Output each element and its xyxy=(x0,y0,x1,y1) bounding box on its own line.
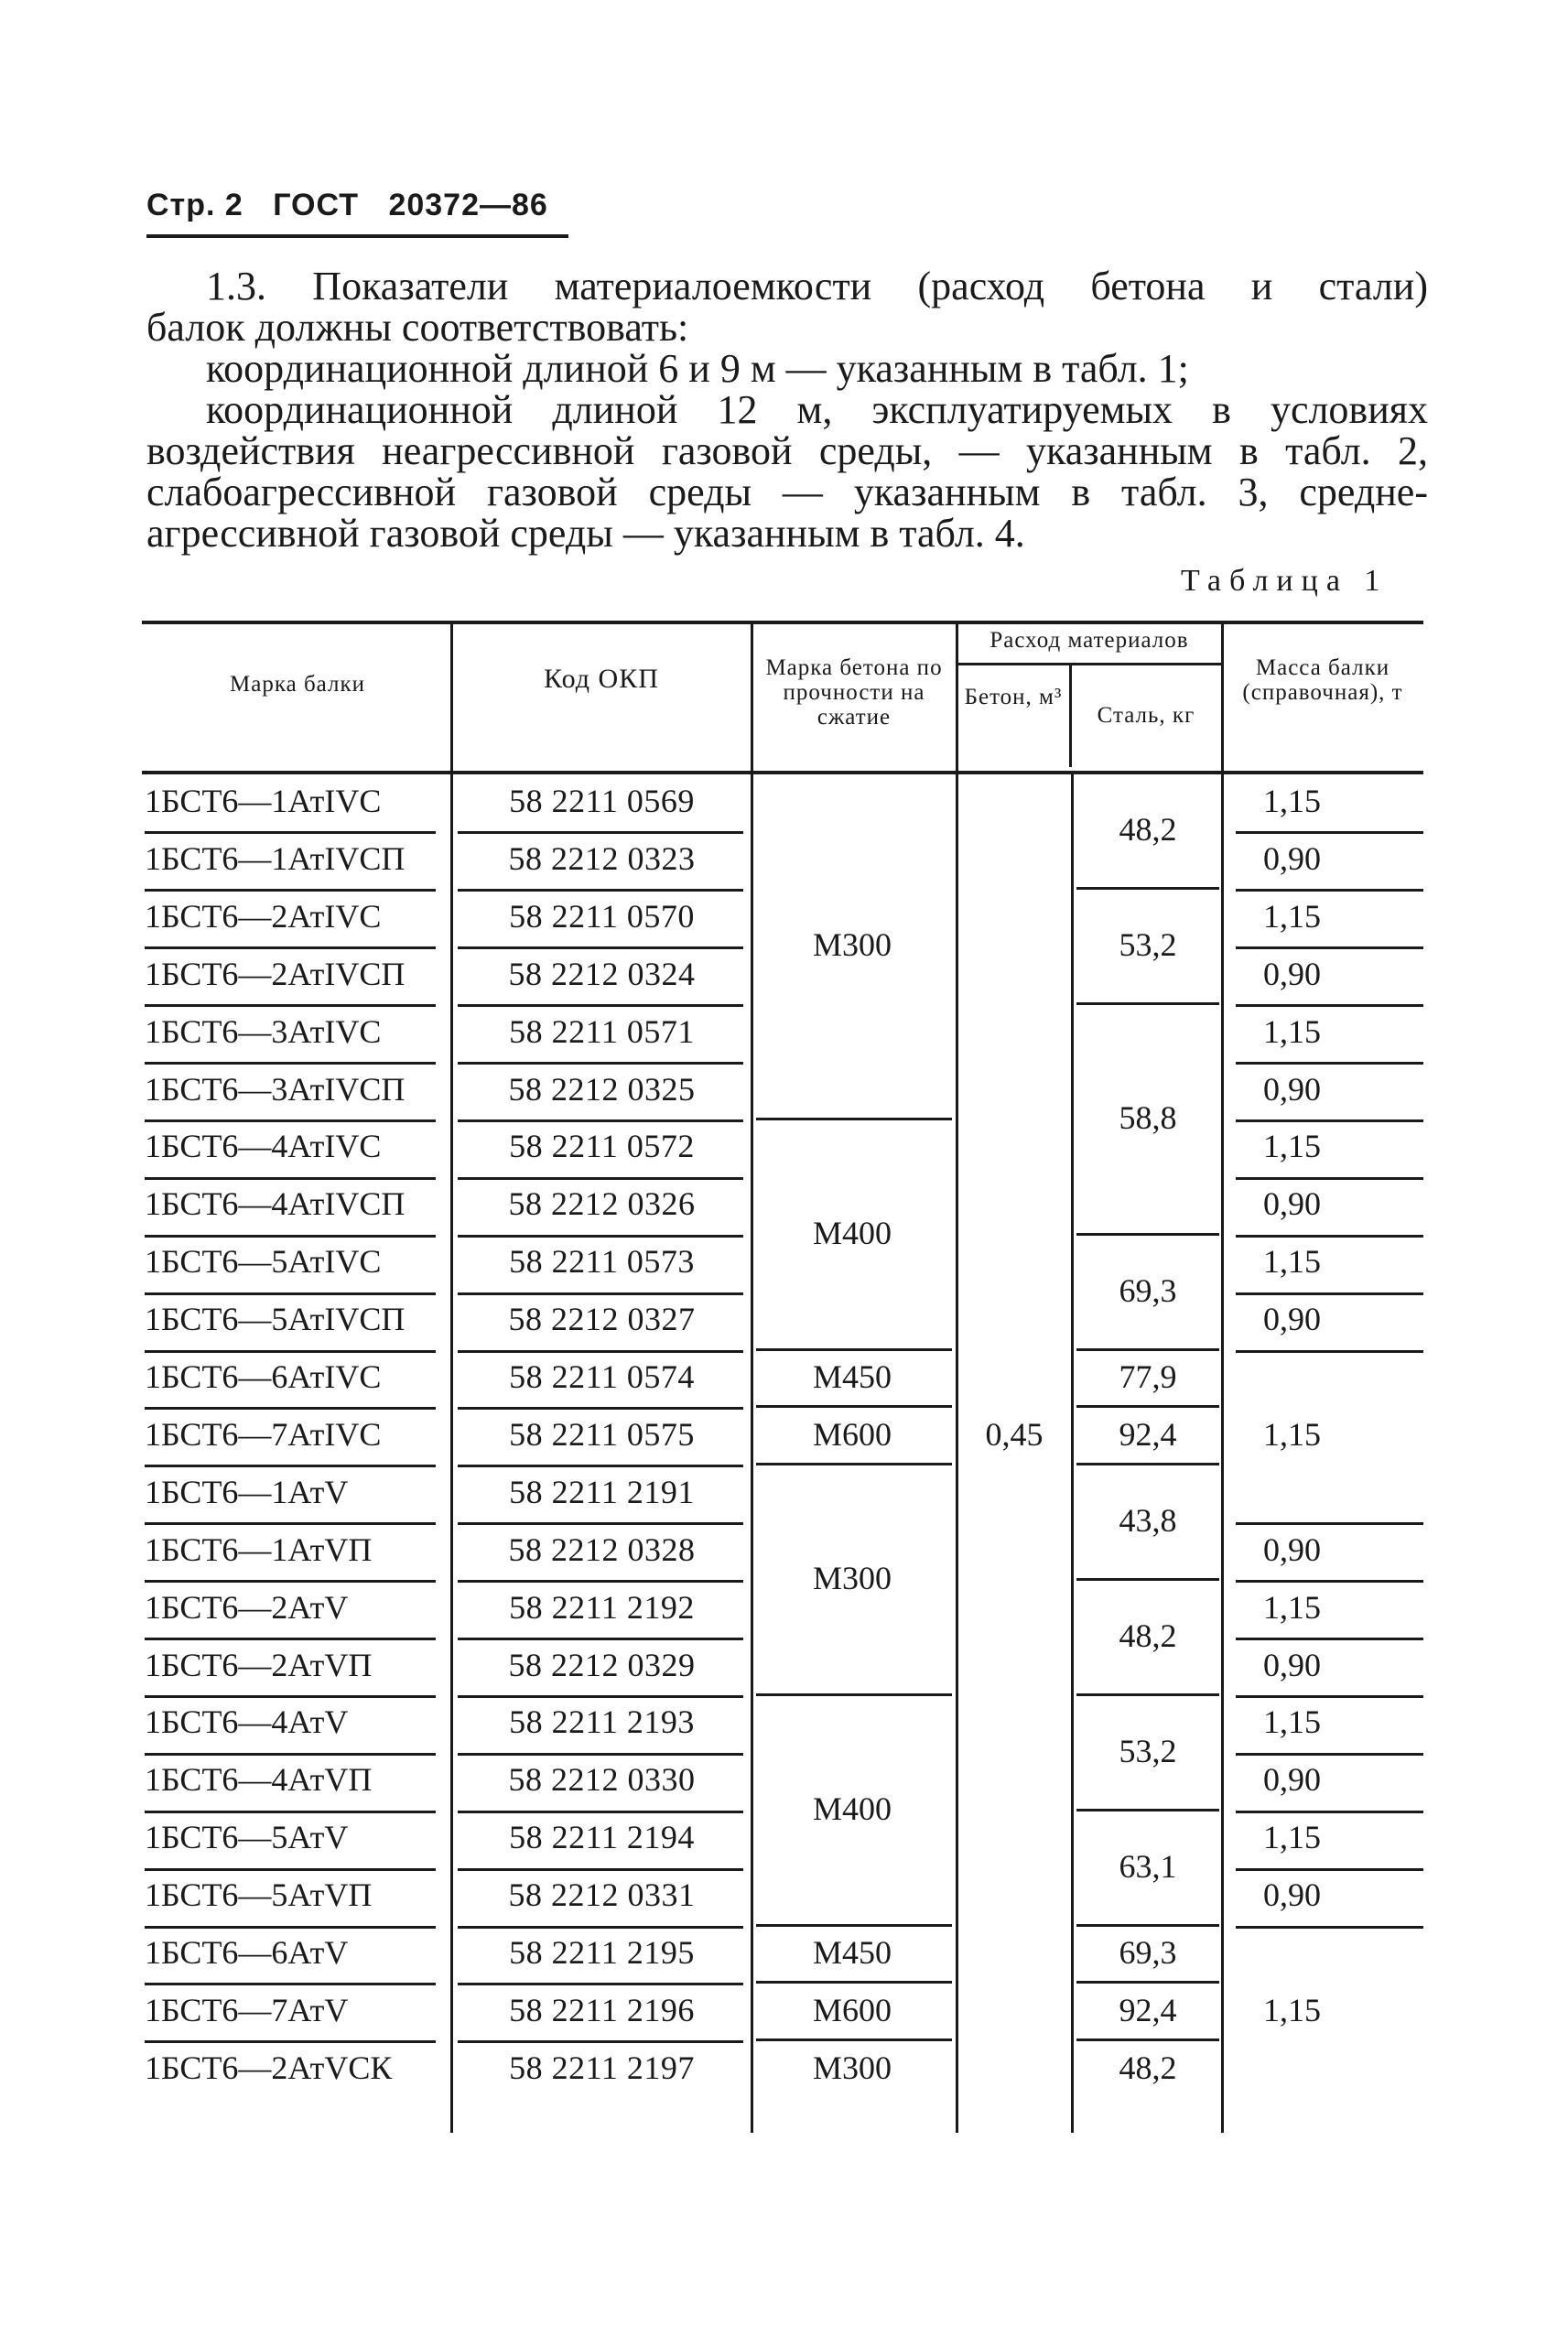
intro-line: балок должны соответствовать: xyxy=(146,305,689,350)
steel-consumption-cell: 53,2 xyxy=(1119,926,1177,964)
row-rule xyxy=(458,1638,743,1640)
beam-mark-cell: 1БСТ6—6АтV xyxy=(145,1934,349,1971)
group-rule xyxy=(1076,1981,1219,1984)
header-steel: Сталь, кг xyxy=(1097,703,1195,728)
beam-mass-cell: 0,90 xyxy=(1263,1301,1321,1338)
row-rule xyxy=(145,1695,436,1698)
steel-consumption-cell: 69,3 xyxy=(1119,1271,1177,1309)
row-rule xyxy=(458,1753,743,1756)
row-rule xyxy=(458,1695,743,1698)
group-rule xyxy=(1236,1004,1423,1007)
row-rule xyxy=(458,1177,743,1180)
header-subrule xyxy=(957,663,1221,665)
steel-consumption-cell: 53,2 xyxy=(1119,1732,1177,1769)
okp-code-cell: 58 2211 2191 xyxy=(509,1473,695,1510)
intro-line: координационной длиной 12 м, эксплуатируемых в условиях xyxy=(206,387,1428,432)
beam-mass-cell: 1,15 xyxy=(1263,1243,1321,1281)
concrete-grade-cell: М300 xyxy=(812,926,892,964)
beam-mark-cell: 1БСТ6—3АтIVСП xyxy=(145,1070,406,1108)
beam-mark-cell: 1БСТ6—5АтIVСП xyxy=(145,1301,406,1338)
header-concrete-grade: Марка бетона по прочности на сжатие xyxy=(765,655,943,730)
row-rule xyxy=(458,1407,743,1410)
steel-consumption-cell: 63,1 xyxy=(1119,1847,1177,1885)
row-rule xyxy=(145,1004,436,1007)
group-rule xyxy=(1236,1119,1423,1122)
concrete-grade-cell: М450 xyxy=(812,1358,892,1395)
group-rule xyxy=(1236,946,1423,949)
group-rule xyxy=(1236,831,1423,834)
table-caption: Таблица 1 xyxy=(1181,564,1389,598)
column-divider xyxy=(1069,665,1072,767)
beam-mark-cell: 1БСТ6—1АтIVСП xyxy=(145,839,406,877)
column-divider xyxy=(956,624,958,2133)
row-rule xyxy=(145,1926,436,1929)
okp-code-cell: 58 2212 0326 xyxy=(508,1185,696,1223)
beam-mark-cell: 1БСТ6—2АтIVСП xyxy=(145,955,406,992)
okp-code-cell: 58 2212 0325 xyxy=(508,1070,696,1108)
row-rule xyxy=(145,1119,436,1122)
concrete-grade-cell: М300 xyxy=(812,2049,892,2086)
okp-code-cell: 58 2211 0570 xyxy=(509,897,695,935)
okp-code-cell: 58 2212 0329 xyxy=(508,1646,696,1683)
okp-code-cell: 58 2211 0572 xyxy=(509,1128,695,1165)
row-rule xyxy=(145,1753,436,1756)
beam-mark-cell: 1БСТ6—1АтVП xyxy=(145,1530,373,1568)
row-rule xyxy=(458,1522,743,1525)
row-rule xyxy=(145,1522,436,1525)
group-rule xyxy=(1236,1638,1423,1640)
row-rule xyxy=(145,1983,436,1985)
beam-mass-cell: 1,15 xyxy=(1263,1128,1321,1165)
group-rule xyxy=(756,1924,952,1927)
okp-code-cell: 58 2212 0323 xyxy=(508,839,696,877)
okp-code-cell: 58 2211 0569 xyxy=(509,783,695,819)
table-header-bottom-rule xyxy=(142,771,1423,774)
row-rule xyxy=(458,946,743,949)
beam-mark-cell: 1БСТ6—1АтV xyxy=(145,1473,349,1510)
beam-mass-cell: 1,15 xyxy=(1263,1991,1321,2028)
row-rule xyxy=(145,1350,436,1353)
group-rule xyxy=(1076,1924,1219,1927)
beam-mark-cell: 1БСТ6—4АтIVСП xyxy=(145,1185,406,1223)
beam-mass-cell: 0,90 xyxy=(1263,1185,1321,1223)
header-code: Код ОКП xyxy=(544,664,659,694)
column-divider xyxy=(751,624,753,2133)
table-top-rule xyxy=(142,621,1423,624)
intro-line: 1.3. Показатели материалоемкости (расход бетона и стали) xyxy=(206,264,1428,308)
row-rule xyxy=(145,2040,436,2043)
okp-code-cell: 58 2212 0330 xyxy=(508,1761,696,1799)
standard-label: ГОСТ xyxy=(273,188,359,222)
okp-code-cell: 58 2211 0573 xyxy=(509,1243,695,1281)
beam-mark-cell: 1БСТ6—4АтVП xyxy=(145,1761,373,1799)
beam-mark-cell: 1БСТ6—4АтV xyxy=(145,1703,349,1741)
okp-code-cell: 58 2211 2197 xyxy=(509,2049,695,2086)
beam-mark-cell: 1БСТ6—5АтIVС xyxy=(145,1243,382,1281)
group-rule xyxy=(1076,1233,1219,1236)
row-rule xyxy=(145,1407,436,1410)
row-rule xyxy=(458,1465,743,1467)
intro-line: агрессивной газовой среды — указанным в табл. 4. xyxy=(146,511,1025,556)
row-rule xyxy=(145,1177,436,1180)
group-rule xyxy=(756,1693,952,1696)
row-rule xyxy=(458,1811,743,1813)
okp-code-cell: 58 2211 2193 xyxy=(509,1703,695,1741)
beam-mark-cell: 1БСТ6—4АтIVС xyxy=(145,1128,382,1165)
beam-mark-cell: 1БСТ6—5АтVП xyxy=(145,1876,373,1914)
steel-consumption-cell: 69,3 xyxy=(1119,1934,1177,1971)
steel-consumption-cell: 48,2 xyxy=(1119,1617,1177,1655)
page-label: Стр. 2 xyxy=(146,188,243,222)
row-rule xyxy=(145,1062,436,1065)
beam-mass-cell: 1,15 xyxy=(1263,897,1321,935)
group-rule xyxy=(1076,1809,1219,1811)
beam-mark-cell: 1БСТ6—7АтIVС xyxy=(145,1415,382,1453)
group-rule xyxy=(1236,1292,1423,1295)
beam-mass-cell: 1,15 xyxy=(1263,1588,1321,1626)
group-rule xyxy=(1236,1753,1423,1756)
beam-mark-cell: 1БСТ6—1АтIVС xyxy=(145,783,382,819)
intro-line: воздействия неагрессивной газовой среды, — указанным в табл. 2, xyxy=(146,428,1428,473)
header-mark: Марка балки xyxy=(230,672,365,697)
okp-code-cell: 58 2211 2196 xyxy=(509,1991,695,2028)
beam-mark-cell: 1БСТ6—5АтV xyxy=(145,1819,349,1856)
row-rule xyxy=(458,831,743,834)
beam-mark-cell: 1БСТ6—2АтVП xyxy=(145,1646,373,1683)
column-divider xyxy=(450,624,453,2133)
beam-mark-cell: 1БСТ6—2АтV xyxy=(145,1588,349,1626)
row-rule xyxy=(145,1811,436,1813)
row-rule xyxy=(458,1350,743,1353)
page-header xyxy=(146,188,568,238)
steel-consumption-cell: 77,9 xyxy=(1119,1358,1177,1395)
beam-mass-cell: 0,90 xyxy=(1263,1646,1321,1683)
row-rule xyxy=(145,831,436,834)
intro-line: координационной длиной 6 и 9 м — указанным в табл. 1; xyxy=(206,346,1189,391)
okp-code-cell: 58 2212 0327 xyxy=(508,1301,696,1338)
okp-code-cell: 58 2211 2195 xyxy=(509,1934,695,1971)
concrete-grade-cell: М450 xyxy=(812,1934,892,1971)
steel-consumption-cell: 92,4 xyxy=(1119,1991,1177,2028)
steel-consumption-cell: 48,2 xyxy=(1119,811,1177,849)
group-rule xyxy=(1236,889,1423,892)
row-rule xyxy=(145,1292,436,1295)
row-rule xyxy=(145,889,436,892)
group-rule xyxy=(1236,1868,1423,1871)
group-rule xyxy=(1236,1695,1423,1698)
beam-mark-cell: 1БСТ6—2АтIVС xyxy=(145,897,382,935)
row-rule xyxy=(145,1868,436,1871)
header-beton: Бетон, м³ xyxy=(964,685,1063,709)
beam-mass-cell: 0,90 xyxy=(1263,1070,1321,1108)
group-rule xyxy=(1076,1578,1219,1581)
row-rule xyxy=(458,1004,743,1007)
beam-mass-cell: 0,90 xyxy=(1263,1530,1321,1568)
okp-code-cell: 58 2211 2194 xyxy=(509,1819,695,1856)
concrete-grade-cell: М600 xyxy=(812,1415,892,1453)
intro-paragraph xyxy=(146,265,1428,554)
row-rule xyxy=(458,1292,743,1295)
concrete-grade-cell: М600 xyxy=(812,1991,892,2028)
row-rule xyxy=(458,1868,743,1871)
concrete-grade-cell: М400 xyxy=(812,1790,892,1827)
beam-mark-cell: 1БСТ6—6АтIVС xyxy=(145,1358,382,1395)
concrete-volume-cell: 0,45 xyxy=(985,1415,1044,1453)
row-rule xyxy=(145,1638,436,1640)
row-rule xyxy=(458,1926,743,1929)
header-consumption: Расход материалов xyxy=(989,628,1189,653)
steel-consumption-cell: 58,8 xyxy=(1119,1098,1177,1136)
okp-code-cell: 58 2211 0571 xyxy=(509,1012,695,1050)
steel-consumption-cell: 43,8 xyxy=(1119,1502,1177,1540)
group-rule xyxy=(756,1348,952,1351)
beam-mass-cell: 1,15 xyxy=(1263,1819,1321,1856)
standard-number: 20372—86 xyxy=(388,188,548,222)
group-rule xyxy=(1236,1350,1423,1353)
beam-mark-cell: 1БСТ6—2АтVСК xyxy=(145,2049,393,2086)
group-rule xyxy=(756,2038,952,2041)
group-rule xyxy=(1236,1062,1423,1065)
group-rule xyxy=(1236,1177,1423,1180)
concrete-grade-cell: М300 xyxy=(812,1560,892,1597)
beam-mass-cell: 0,90 xyxy=(1263,1876,1321,1914)
group-rule xyxy=(1236,1811,1423,1813)
intro-line: слабоагрессивной газовой среды — указанным в табл. 3, средне- xyxy=(146,470,1428,514)
group-rule xyxy=(1076,1405,1219,1408)
okp-code-cell: 58 2211 0575 xyxy=(509,1415,695,1453)
row-rule xyxy=(458,1580,743,1583)
group-rule xyxy=(1076,2038,1219,2041)
beam-mass-cell: 1,15 xyxy=(1263,1415,1321,1453)
group-rule xyxy=(1076,1693,1219,1696)
group-rule xyxy=(756,1463,952,1465)
row-rule xyxy=(458,2040,743,2043)
row-rule xyxy=(145,1465,436,1467)
group-rule xyxy=(1076,887,1219,890)
row-rule xyxy=(458,1119,743,1122)
group-rule xyxy=(756,1118,952,1120)
okp-code-cell: 58 2211 2192 xyxy=(509,1588,695,1626)
row-rule xyxy=(145,1235,436,1238)
row-rule xyxy=(458,889,743,892)
beam-mark-cell: 1БСТ6—3АтIVС xyxy=(145,1012,382,1050)
group-rule xyxy=(1236,1522,1423,1525)
beam-mass-cell: 1,15 xyxy=(1263,1012,1321,1050)
group-rule xyxy=(1236,1926,1423,1929)
row-rule xyxy=(145,946,436,949)
group-rule xyxy=(1236,1235,1423,1238)
beam-mass-cell: 1,15 xyxy=(1263,783,1321,819)
okp-code-cell: 58 2212 0324 xyxy=(508,955,696,992)
row-rule xyxy=(145,1580,436,1583)
beam-mark-cell: 1БСТ6—7АтV xyxy=(145,1991,349,2028)
group-rule xyxy=(1076,1002,1219,1005)
row-rule xyxy=(458,1983,743,1985)
beam-mass-cell: 0,90 xyxy=(1263,955,1321,992)
steel-consumption-cell: 48,2 xyxy=(1119,2049,1177,2086)
beam-mass-cell: 0,90 xyxy=(1263,1761,1321,1799)
group-rule xyxy=(1236,1580,1423,1583)
okp-code-cell: 58 2212 0331 xyxy=(508,1876,696,1914)
steel-consumption-cell: 92,4 xyxy=(1119,1415,1177,1453)
group-rule xyxy=(1076,1348,1219,1351)
column-divider xyxy=(1071,774,1074,2133)
okp-code-cell: 58 2211 0574 xyxy=(509,1358,695,1395)
group-rule xyxy=(756,1981,952,1984)
beam-mass-cell: 0,90 xyxy=(1263,839,1321,877)
header-mass: Масса балки (справочная), т xyxy=(1242,655,1403,705)
group-rule xyxy=(756,1405,952,1408)
okp-code-cell: 58 2212 0328 xyxy=(508,1530,696,1568)
group-rule xyxy=(1076,1463,1219,1465)
row-rule xyxy=(458,1062,743,1065)
row-rule xyxy=(458,1235,743,1238)
concrete-grade-cell: М400 xyxy=(812,1214,892,1251)
beam-mass-cell: 1,15 xyxy=(1263,1703,1321,1741)
